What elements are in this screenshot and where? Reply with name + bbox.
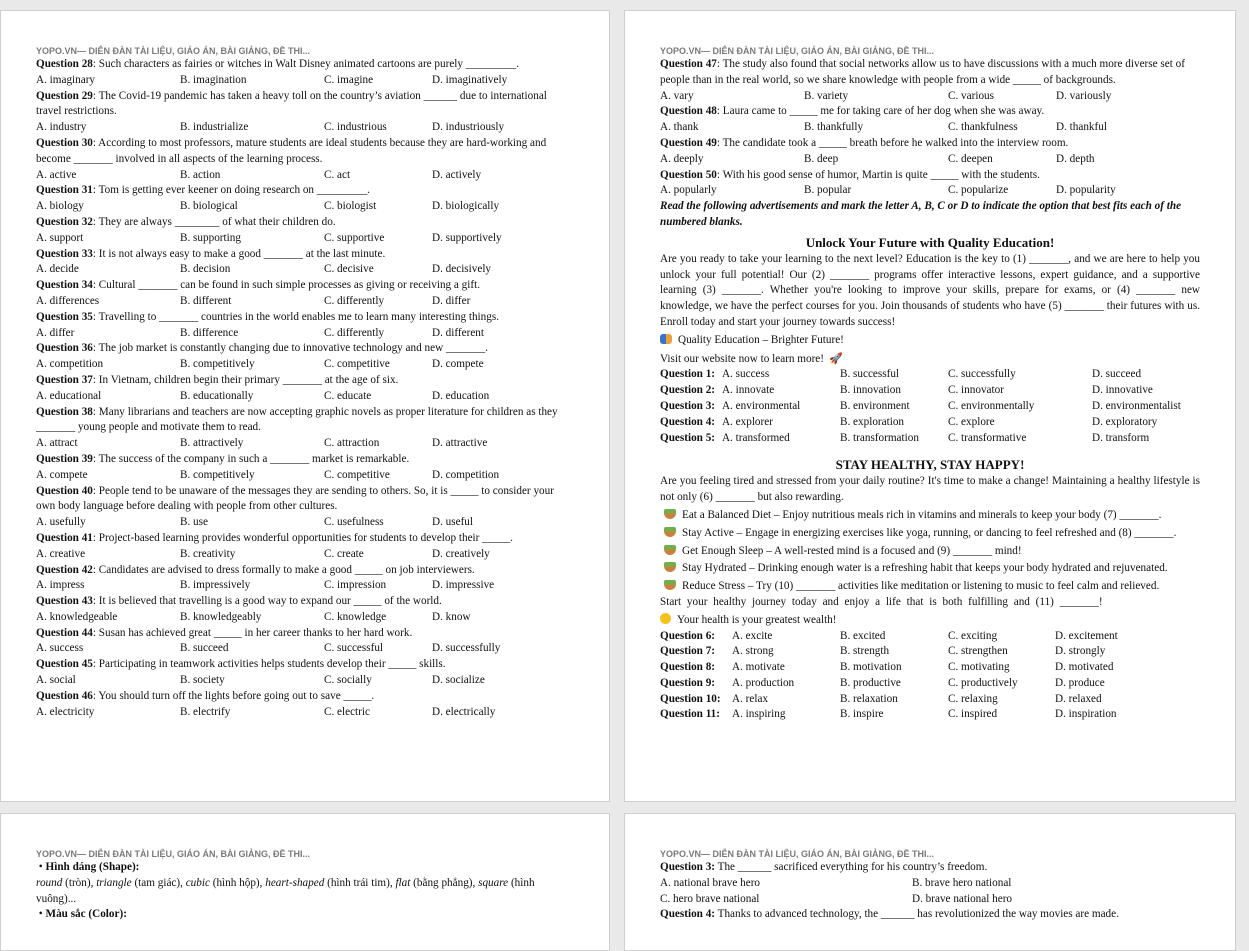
- option: C. attraction: [324, 437, 380, 450]
- answer-row: [660, 676, 1200, 692]
- page-header: YOPO.VN— DIỄN ĐÀN TÀI LIỆU, GIÁO ÁN, BÀI GIẢNG, ĐỀ THI...: [36, 849, 311, 859]
- option: B. thankfully: [804, 121, 864, 134]
- option: D. inspiration: [1055, 708, 1117, 721]
- option: A. innovate: [722, 384, 775, 397]
- option: D. relaxed: [1055, 692, 1102, 705]
- option: B. creativity: [180, 547, 236, 560]
- question-list: [36, 57, 573, 720]
- option: D. socialize: [432, 674, 485, 687]
- option: B. deep: [804, 152, 839, 165]
- option: B. innovation: [840, 384, 901, 397]
- options-row: [660, 183, 1200, 199]
- option: A. popularly: [660, 184, 717, 197]
- option: A. knowledgeable: [36, 610, 118, 623]
- question-stem: Question 41: Project-based learning provides wonderful opportunities for students to develop their _____.: [36, 531, 513, 544]
- option: B. decision: [180, 263, 231, 276]
- option: B. motivation: [840, 661, 902, 674]
- answer-number: Question 2:: [660, 384, 716, 397]
- option: B. electrify: [180, 705, 231, 718]
- option: A. differences: [36, 294, 100, 307]
- question-stem: Question 33: It is not always easy to make a good _______ at the last minute.: [36, 247, 386, 260]
- option: B. exploration: [840, 415, 905, 428]
- ad2-closing: Start your healthy journey today and enjoy a life that is both fulfilling and (11) _______!: [660, 595, 1103, 608]
- term: triangle: [96, 876, 132, 889]
- option: C. deepen: [948, 152, 993, 165]
- options-row: [36, 436, 573, 452]
- option: A. electricity: [36, 705, 95, 718]
- question-stem: Question 37: In Vietnam, children begin their primary _______ at the age of six.: [36, 373, 399, 386]
- option: B. attractively: [180, 437, 244, 450]
- salad-icon: [664, 545, 676, 555]
- option: B. use: [180, 516, 208, 529]
- option: C. transformative: [948, 431, 1027, 444]
- answer-number: Question 11:: [660, 708, 720, 721]
- option: A. success: [36, 642, 84, 655]
- question-stem: Question 46: You should turn off the lights before going out to save _____.: [36, 689, 375, 702]
- option: D. succeed: [1092, 368, 1142, 381]
- option: A. deeply: [660, 152, 704, 165]
- gloss: (tròn),: [62, 876, 97, 889]
- option: B. different: [180, 294, 232, 307]
- option: A. success: [722, 368, 770, 381]
- options-row: [36, 610, 573, 626]
- question-stem: Question 35: Travelling to _______ countries in the world enables me to learn many interesting things.: [36, 310, 499, 323]
- option: B. transformation: [840, 431, 919, 444]
- document-page-3: [0, 813, 610, 951]
- question-stem: Question 30: According to most professors, mature students are ideal students because they are hard-working and become _______ involved in all aspects of the learning process.: [36, 136, 547, 165]
- term: heart-shaped: [265, 876, 325, 889]
- option: A. relax: [732, 692, 769, 705]
- option: A. national brave hero: [660, 876, 761, 889]
- option: C. differently: [324, 294, 385, 307]
- option: B. popular: [804, 184, 852, 197]
- option: C. educate: [324, 389, 372, 402]
- option: A. excite: [732, 629, 773, 642]
- options-row: [36, 199, 573, 215]
- answer-number: Question 3:: [660, 399, 716, 412]
- option: C. strengthen: [948, 645, 1008, 658]
- gloss: (hình trái tim),: [324, 876, 396, 889]
- question-stem: Question 47: The study also found that social networks allow us to have discussions with a much more diverse set of people than in the real world, so we share knowledge with people from a wide _____ of backgrounds.: [660, 58, 1185, 86]
- page-header: YOPO.VN— DIỄN ĐÀN TÀI LIỆU, GIÁO ÁN, BÀI GIẢNG, ĐỀ THI...: [660, 46, 935, 56]
- ad2-wealth: [660, 613, 1200, 629]
- option: D. variously: [1056, 89, 1112, 102]
- option: D. produce: [1055, 676, 1105, 689]
- answer-row: [660, 431, 1200, 447]
- option: B. inspire: [840, 708, 884, 721]
- option: B. productive: [840, 676, 901, 689]
- option: D. depth: [1056, 152, 1095, 165]
- option: A. attract: [36, 437, 78, 450]
- option: A. strong: [732, 645, 774, 658]
- option: C. innovator: [948, 384, 1004, 397]
- option: D. know: [432, 610, 471, 623]
- question-3: Question 3: The ______ sacrificed everything for his country’s freedom.: [660, 861, 988, 873]
- options-row: [36, 326, 573, 342]
- options-row: [36, 294, 573, 310]
- option: B. action: [180, 168, 221, 181]
- gloss: (hình: [508, 876, 535, 889]
- ad2-bullet: Stay Hydrated – Drinking enough water is a refreshing habit that keeps your body hydrated and rejuvenated.: [660, 561, 1200, 577]
- answer-row: [660, 383, 1200, 399]
- option: D. thankful: [1056, 121, 1107, 134]
- answer-number: Question 4:: [660, 415, 716, 428]
- option: A. biology: [36, 200, 84, 213]
- question-stem: Question 31: Tom is getting ever keener on doing research on _________.: [36, 184, 370, 197]
- options-row: [36, 705, 573, 721]
- document-page-2: [624, 10, 1236, 802]
- option: B. variety: [804, 89, 849, 102]
- option: D. differ: [432, 294, 471, 307]
- option: B. industrialize: [180, 121, 249, 134]
- option: C. competitive: [324, 358, 390, 371]
- page-header: YOPO.VN— DIỄN ĐÀN TÀI LIỆU, GIÁO ÁN, BÀI GIẢNG, ĐỀ THI...: [660, 849, 935, 859]
- salad-icon: [664, 562, 676, 572]
- answer-row: [660, 367, 1200, 383]
- question-stem: Question 28: Such characters as fairies or witches in Walt Disney animated cartoons are purely _________.: [36, 58, 519, 70]
- option: B. difference: [180, 326, 239, 339]
- option: C. relaxing: [948, 692, 998, 705]
- term: square: [478, 876, 509, 889]
- options-row: [660, 876, 1200, 892]
- options-row: [36, 515, 573, 531]
- option: A. usefully: [36, 516, 86, 529]
- answer-row: [660, 660, 1200, 676]
- ad2-body: Are you feeling tired and stressed from your daily routine? It's time to make a change! Maintaining a healthy lifestyle is not only (6) _______ but also rewarding.: [660, 475, 1200, 504]
- option: D. motivated: [1055, 661, 1114, 674]
- option: B. excited: [840, 629, 886, 642]
- question-stem: Question 43: It is believed that travelling is a good way to expand our _____ of the world.: [36, 595, 442, 608]
- option: D. competition: [432, 468, 500, 481]
- options-row: [36, 578, 573, 594]
- options-row: [36, 468, 573, 484]
- question-stem: Question 36: The job market is constantly changing due to innovative technology and new _______.: [36, 342, 488, 355]
- option: B. competitively: [180, 358, 255, 371]
- option: D. useful: [432, 516, 474, 529]
- option: D. different: [432, 326, 484, 339]
- option: B. relaxation: [840, 692, 898, 705]
- shape-line: [36, 876, 573, 892]
- answer-row: [660, 692, 1200, 708]
- options-row: [36, 357, 573, 373]
- shape-heading: • Hình dáng (Shape):: [36, 861, 140, 873]
- option: D. strongly: [1055, 645, 1106, 658]
- question-stem: Question 39: The success of the company in such a _______ market is remarkable.: [36, 452, 410, 465]
- option: C. act: [324, 168, 351, 181]
- tagline-text: Quality Education – Brighter Future!: [678, 333, 844, 346]
- answer-row: [660, 399, 1200, 415]
- option: A. creative: [36, 547, 86, 560]
- answer-number: Question 1:: [660, 368, 716, 381]
- page-header: YOPO.VN— DIỄN ĐÀN TÀI LIỆU, GIÁO ÁN, BÀI GIẢNG, ĐỀ THI...: [36, 46, 311, 56]
- option: A. transformed: [722, 431, 790, 444]
- option: D. industriously: [432, 121, 505, 134]
- option: D. brave national hero: [912, 892, 1013, 905]
- ad1-body: Are you ready to take your learning to the next level? Education is the key to (1) _______, and we are here to help you unlock your full potential! Our (2) _______ programs offer interactive lessons, expert guidance, and a supportive learning (3) _______. Whether you're looking to improve your skills, prepare for exams, or (4) _______ new knowledge, we have the perfect courses for you. Join thousands of students who have (5) _______ their futures with us. Enroll today and start your journey towards success!: [660, 252, 1200, 328]
- options-row: [36, 673, 573, 689]
- option: C. hero brave national: [660, 892, 760, 905]
- term: cubic: [185, 876, 210, 889]
- option: C. impression: [324, 579, 387, 592]
- option: C. decisive: [324, 263, 374, 276]
- option: C. thankfulness: [948, 121, 1018, 134]
- option: D. education: [432, 389, 490, 402]
- ad1-title: Unlock Your Future with Quality Education!: [805, 234, 1055, 250]
- ad2-bullets: [660, 508, 1200, 595]
- ad2-answers: [660, 629, 1200, 724]
- option: D. attractive: [432, 437, 488, 450]
- options-row: [36, 389, 573, 405]
- option: C. industrious: [324, 121, 387, 134]
- option: D. supportively: [432, 231, 502, 244]
- option: D. creatively: [432, 547, 490, 560]
- salad-icon: [664, 509, 676, 519]
- options-row: [660, 89, 1200, 105]
- option: A. production: [732, 676, 795, 689]
- option: C. inspired: [948, 708, 998, 721]
- ad2-bullet: Stay Active – Engage in energizing exercises like yoga, running, or dancing to feel refreshed and (8) _______.: [660, 526, 1200, 542]
- options-row: [660, 120, 1200, 136]
- option: B. biological: [180, 200, 238, 213]
- answer-row: [660, 707, 1200, 723]
- answer-number: Question 6:: [660, 629, 716, 642]
- option: A. environmental: [722, 399, 801, 412]
- option: D. electrically: [432, 705, 496, 718]
- ad2-bullet: Get Enough Sleep – A well-rested mind is a focused and (9) _______ mind!: [660, 544, 1200, 560]
- option: C. usefulness: [324, 516, 384, 529]
- term: round: [36, 876, 63, 889]
- options-row: [36, 641, 573, 657]
- option: D. transform: [1092, 431, 1150, 444]
- option: D. innovative: [1092, 384, 1153, 397]
- answer-row: [660, 415, 1200, 431]
- answer-row: [660, 629, 1200, 645]
- gloss: (hình hộp),: [209, 876, 266, 889]
- question-stem: Question 34: Cultural _______ can be found in such simple processes as giving or receiving a gift.: [36, 279, 481, 292]
- option: D. successfully: [432, 642, 501, 655]
- question-stem: Question 44: Susan has achieved great _____ in her career thanks to her hard work.: [36, 626, 413, 639]
- option: C. differently: [324, 326, 385, 339]
- option: C. socially: [324, 674, 372, 687]
- answer-number: Question 7:: [660, 645, 716, 658]
- option: B. strength: [840, 645, 890, 658]
- option: A. industry: [36, 121, 87, 134]
- term: flat: [395, 876, 411, 889]
- options-row: [660, 152, 1200, 168]
- ad2-title: STAY HEALTHY, STAY HAPPY!: [835, 457, 1025, 473]
- option: C. competitive: [324, 468, 390, 481]
- option: A. impress: [36, 579, 85, 592]
- option: A. thank: [660, 121, 699, 134]
- salad-icon: [664, 527, 676, 537]
- ad1-answers: [660, 367, 1200, 446]
- option: A. differ: [36, 326, 75, 339]
- option: C. successful: [324, 642, 384, 655]
- option: B. environment: [840, 399, 910, 412]
- option: C. environmentally: [948, 399, 1035, 412]
- wealth-text: Your health is your greatest wealth!: [677, 613, 837, 626]
- answer-number: Question 9:: [660, 676, 716, 689]
- question-stem: Question 40: People tend to be unaware of the messages they are sending to others. So, it is _____ to consider your own body language before dealing with people from other cultures.: [36, 484, 554, 513]
- option: B. educationally: [180, 389, 254, 402]
- option: A. educational: [36, 389, 102, 402]
- option: D. biologically: [432, 200, 500, 213]
- question-stem: Question 42: Candidates are advised to dress formally to make a good _____ on job interviewers.: [36, 563, 475, 576]
- option: D. compete: [432, 358, 484, 371]
- sun-icon: [660, 613, 671, 624]
- answer-number: Question 8:: [660, 661, 716, 674]
- option: C. biologist: [324, 200, 377, 213]
- option: C. motivating: [948, 661, 1010, 674]
- option: A. inspiring: [732, 708, 786, 721]
- options-row: [36, 73, 573, 89]
- option: C. successfully: [948, 368, 1016, 381]
- option: B. brave hero national: [912, 876, 1012, 889]
- rocket-icon: 🚀: [829, 351, 843, 365]
- option: C. explore: [948, 415, 995, 428]
- option: C. create: [324, 547, 364, 560]
- ad1-tagline: [660, 333, 1200, 349]
- options-row: [36, 547, 573, 563]
- option: A. vary: [660, 89, 694, 102]
- gloss: (bằng phẳng),: [410, 876, 479, 889]
- option: A. support: [36, 231, 84, 244]
- option: A. explorer: [722, 415, 773, 428]
- option: C. imagine: [324, 73, 374, 86]
- option: B. society: [180, 674, 225, 687]
- option: C. productively: [948, 676, 1018, 689]
- option: D. exploratory: [1092, 415, 1158, 428]
- option: A. motivate: [732, 661, 785, 674]
- option: D. decisively: [432, 263, 492, 276]
- ad2-bullet: Reduce Stress – Try (10) _______ activities like meditation or listening to music to feel calm and relieved.: [660, 579, 1200, 595]
- option: A. compete: [36, 468, 88, 481]
- document-page-4: [624, 813, 1236, 951]
- options-row: [36, 262, 573, 278]
- ad1-visit: [660, 351, 1200, 368]
- option: D. excitement: [1055, 629, 1118, 642]
- ad2-bullet: Eat a Balanced Diet – Enjoy nutritious meals rich in vitamins and minerals to keep your body (7) _______.: [660, 508, 1200, 524]
- options-row: [660, 892, 1200, 908]
- option: C. popularize: [948, 184, 1009, 197]
- gloss: (tam giác),: [131, 876, 186, 889]
- option: B. succeed: [180, 642, 229, 655]
- question-stem: Question 29: The Covid-19 pandemic has taken a heavy toll on the country’s aviation ______ due to international travel restrictions.: [36, 89, 547, 118]
- question-stem: Question 32: They are always ________ of what their children do.: [36, 215, 336, 228]
- question-stem: Question 38: Many librarians and teachers are now accepting graphic novels as proper literature for children as they _______ young people and motivate them to read.: [36, 405, 558, 434]
- option: A. active: [36, 168, 77, 181]
- option: B. knowledgeably: [180, 610, 262, 623]
- options-row: [36, 120, 573, 136]
- instruction-text: Read the following advertisements and mark the letter A, B, C or D to indicate the option that best fits each of the numbered blanks.: [660, 200, 1182, 228]
- option: D. imaginatively: [432, 73, 508, 86]
- color-heading: • Màu sắc (Color):: [36, 908, 127, 921]
- option: B. impressively: [180, 579, 251, 592]
- option: C. supportive: [324, 231, 385, 244]
- option: C. various: [948, 89, 994, 102]
- option: B. imagination: [180, 73, 247, 86]
- option: C. exciting: [948, 629, 998, 642]
- option: A. competition: [36, 358, 104, 371]
- option: C. electric: [324, 705, 370, 718]
- option: D. environmentalist: [1092, 399, 1181, 412]
- answer-number: Question 5:: [660, 431, 716, 444]
- option: A. social: [36, 674, 76, 687]
- option: D. popularity: [1056, 184, 1116, 197]
- answer-number: Question 10:: [660, 692, 721, 705]
- option: C. knowledge: [324, 610, 387, 623]
- question-stem: Question 49: The candidate took a _____ breath before he walked into the interview room.: [660, 136, 1069, 149]
- visit-text: Visit our website now to learn more!: [660, 352, 824, 365]
- shape-line-2: vuông)...: [36, 892, 77, 905]
- option: B. successful: [840, 368, 900, 381]
- question-stem: Question 48: Laura came to _____ me for taking care of her dog when she was away.: [660, 105, 1045, 118]
- salad-icon: [664, 580, 676, 590]
- question-list: [660, 57, 1200, 199]
- option: D. impressive: [432, 579, 495, 592]
- option: D. actively: [432, 168, 482, 181]
- option: A. imaginary: [36, 73, 96, 86]
- books-icon: [660, 334, 672, 344]
- option: A. decide: [36, 263, 79, 276]
- options-row: [36, 231, 573, 247]
- question-stem: Question 50: With his good sense of humor, Martin is quite _____ with the students.: [660, 168, 1040, 181]
- option: B. competitively: [180, 468, 255, 481]
- question-stem: Question 45: Participating in teamwork activities helps students develop their _____ skills.: [36, 658, 446, 671]
- question-4: Question 4: Thanks to advanced technology, the ______ has revolutionized the way movies are made.: [660, 908, 1119, 921]
- option: B. supporting: [180, 231, 241, 244]
- answer-row: [660, 644, 1200, 660]
- document-page-1: [0, 10, 610, 802]
- options-row: [36, 168, 573, 184]
